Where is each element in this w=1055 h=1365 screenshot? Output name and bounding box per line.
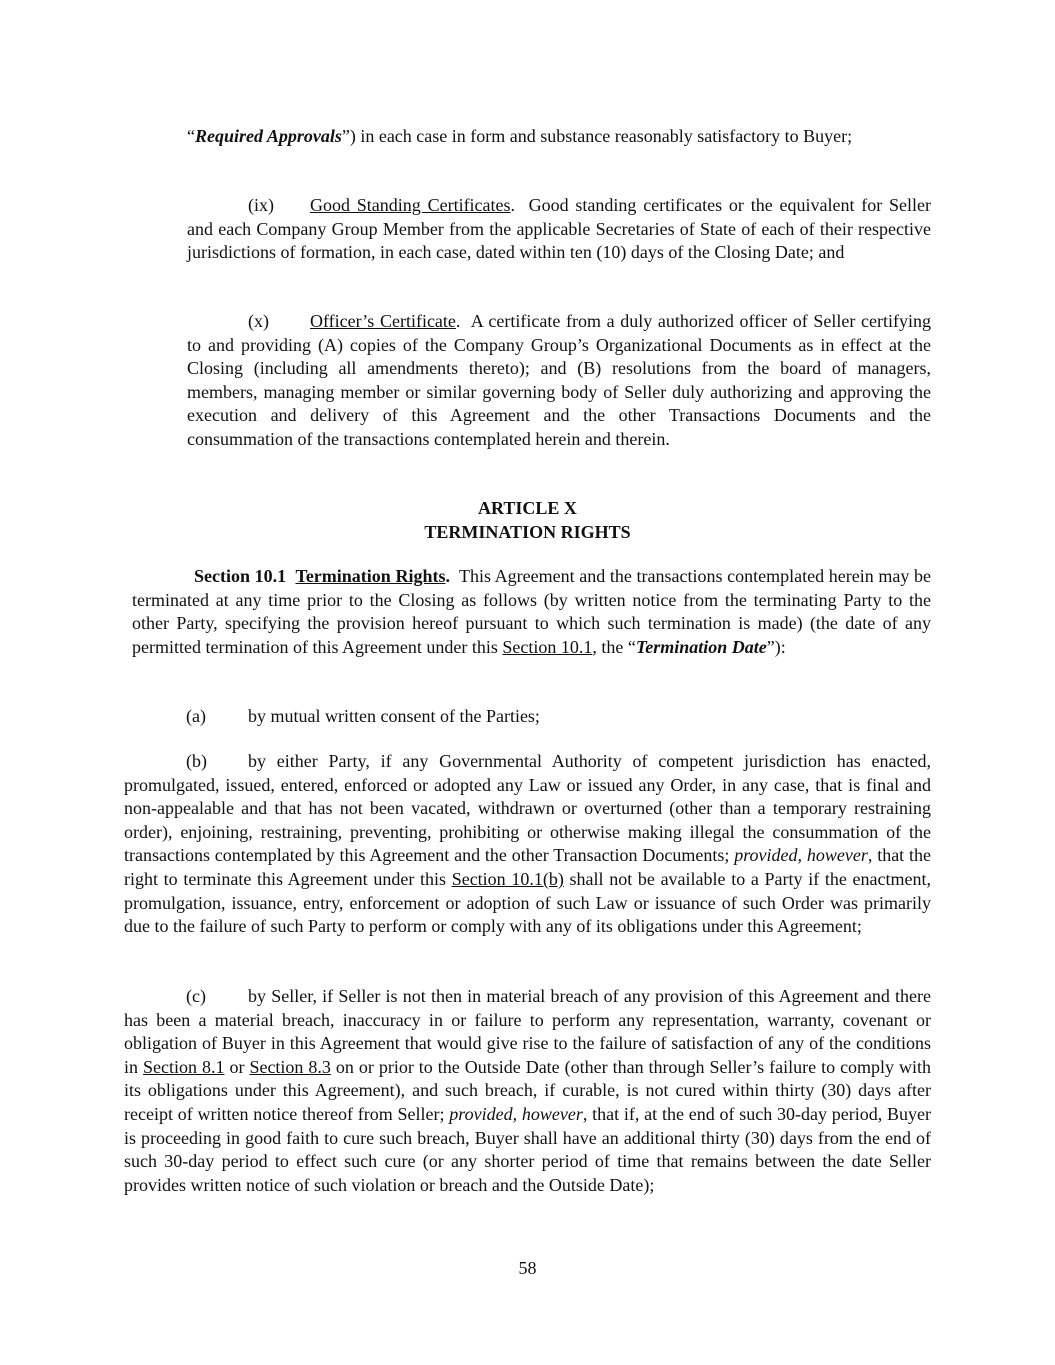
continuation-text: ”) in each case in form and substance reasonably satisfactory to Buyer; — [341, 126, 853, 146]
clause-c-body-continued: on or prior to the Outside Date (other than through Seller’s failure to comply with its obligations under this Agreement), and such breach, if curable, is not cured within thirty (30) days after receipt of written notice thereof from Seller; — [124, 1056, 932, 1124]
clause-ix-heading-period: . — [510, 195, 516, 215]
clause-b-body-continued: , that the right to terminate this Agreement under this — [124, 845, 932, 889]
section-10-1-body: This Agreement and the transactions contemplated herein may be terminated at any time prior to the Closing as follows (by written notice from the terminating Party to the other Party, specifying the provision hereof pursuant to which such termination is made) (the date of any permitted termination of this Agreement under this — [132, 566, 932, 657]
clause-a-label: (a) — [186, 706, 206, 726]
article-title: TERMINATION RIGHTS — [424, 522, 631, 542]
section-10-1-body-continued: , the “ — [592, 636, 636, 657]
clause-c-body-end: , that if, at the end of such 30-day period, Buyer is proceeding in good faith to cure such breach, Buyer shall have an additional thirty (30) days from the end of such 30-day period to effect such cure (or any shorter period of time that remains between the date Seller provides written notice of such violation or breach and the Outside Date); — [124, 1103, 932, 1195]
article-number: ARTICLE X — [478, 498, 577, 518]
clause-b-body: by either Party, if any Governmental Authority of competent jurisdiction has enacted, promulgated, issued, entered, enforced or adopted any Law or issued any Order, in any case, that is final and non-appealable and that has not been vacated, withdrawn or overturned (other than a temporary restraining order), enjoining, restraining, preventing, prohibiting or otherwise making illegal the consummation of the transactions contemplated by this Agreement and the other Transaction Documents; — [124, 751, 931, 866]
clause-a-paragraph — [124, 705, 931, 729]
clause-c-proviso: provided, however — [449, 1103, 583, 1124]
clause-x-paragraph — [187, 310, 931, 452]
clause-x-heading: Officer’s Certificate — [310, 311, 456, 331]
continuation-paragraph — [187, 125, 931, 149]
clause-ix-heading: Good Standing Certificates — [310, 195, 511, 215]
open-quote: “ — [187, 126, 195, 146]
section-10-1-cross-reference: Section 10.1 — [502, 636, 593, 657]
clause-b-paragraph — [124, 750, 931, 939]
section-10-1-heading: Termination Rights — [295, 566, 446, 586]
clause-c-cross-reference-8-3: Section 8.3 — [249, 1056, 331, 1077]
section-10-1-paragraph — [132, 565, 931, 659]
clause-a-body: by mutual written consent of the Parties; — [248, 706, 540, 726]
clause-c-paragraph — [124, 985, 931, 1197]
clause-c-or: or — [229, 1056, 245, 1077]
clause-c-label: (c) — [186, 986, 206, 1006]
clause-b-body-end: shall not be available to a Party if the enactment, promulgation, issuance, entry, enforcement or adoption of such Law or issuance of such Order was primarily due to the failure of such Party to perform or comply with any of its obligations under this Agreement; — [124, 868, 932, 937]
clause-c-body: by Seller, if Seller is not then in material breach of any provision of this Agreement and there has been a material breach, inaccuracy in or failure to perform any representation, warranty, covenant or obligation of Buyer in this Agreement that would give rise to the failure of satisfaction of any of the conditions in — [124, 986, 931, 1077]
clause-ix-paragraph — [187, 194, 931, 265]
clause-b-label: (b) — [186, 751, 207, 771]
clause-x-label: (x) — [248, 311, 269, 331]
clause-ix-label: (ix) — [248, 195, 274, 215]
clause-b-cross-reference: Section 10.1(b) — [451, 868, 564, 889]
section-10-1-body-end: ”): — [766, 636, 786, 657]
clause-c-cross-reference-8-1: Section 8.1 — [143, 1056, 225, 1077]
page-number: 58 — [518, 1258, 537, 1278]
section-10-1-heading-period: . — [445, 566, 450, 586]
clause-ix-body: Good standing certificates or the equivalent for Seller and each Company Group Member from the applicable Secretaries of State of each of their respective jurisdictions of formation, in each case, dated within ten (10) days of the Closing Date; and — [187, 195, 932, 263]
clause-b-proviso: provided, however — [734, 845, 868, 866]
defined-term-termination-date: Termination Date — [635, 636, 767, 657]
defined-term-required-approvals: Required Approvals — [195, 126, 342, 146]
clause-x-body: A certificate from a duly authorized officer of Seller certifying to and providing (A) copies of the Company Group’s Organizational Documents as in effect at the Closing (including all amendments thereto); and (B) resolutions from the board of managers, members, managing member or similar governing body of Seller duly authorizing and approving the execution and delivery of this Agreement and the other Transactions Documents and the consummation of the transactions contemplated herein and therein. — [187, 311, 931, 449]
section-10-1-number: Section 10.1 — [194, 566, 287, 586]
clause-x-heading-period: . — [455, 311, 461, 331]
